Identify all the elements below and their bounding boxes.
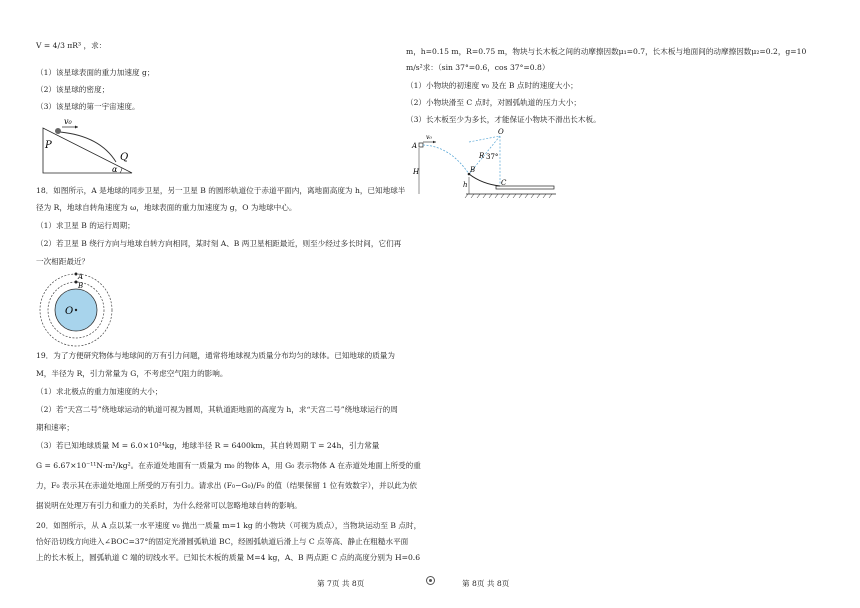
q20-cont-line2: m/s²求：（sin 37°=0.6，cos 37°=0.8） <box>406 63 550 72</box>
q19-fraction-line: 力，F₀ 表示其在赤道处地面上所受的万有引力。请求出 (F₀−G₀)/F₀ 的值（结果保留 1 位有效数字），并以此为依 <box>36 481 417 490</box>
q17-part3: （3）该星球的第一宇宙速度。 <box>36 102 140 111</box>
fig20-v0-label: v₀ <box>426 134 432 141</box>
fig20-o-label: O <box>498 128 504 136</box>
fig20-angle-label: 37° <box>486 153 499 161</box>
q20-line2: 恰好沿切线方向进入∠BOC=37°的固定光滑圆弧轨道 BC，经圆弧轨道后滑上与 C 点等高、静止在粗糙水平面 <box>36 537 409 546</box>
formula-line: V = 4/3 πR³ ，求： <box>36 41 107 50</box>
fig17-v0-label: v₀ <box>64 117 72 126</box>
binding-hole-icon <box>426 576 435 585</box>
q20-cont-line1: m，h=0.15 m，R=0.75 m，物块与长木板之间的动摩擦因数μ₁=0.7，长木板与地面间的动摩擦因数μ₂=0.2，g=10 <box>406 47 807 56</box>
fig18-b-label: B <box>78 282 84 290</box>
q19-part2: （2）若“天宫二号”绕地球运动的轨道可视为圆周，其轨道距地面的高度为 h，求“天宫二号”绕地球运行的周 <box>36 405 398 414</box>
fig20-h-label: H <box>413 168 420 176</box>
q19-constant: G = 6.67×10⁻¹¹N·m²/kg²。在赤道处地面有一质量为 m₀ 的物体 A，用 G₀ 表示物体 A 在赤道处地面上所受的重 <box>36 461 421 470</box>
fig18-a-label: A <box>78 273 84 281</box>
fig17-p-label: P <box>45 140 52 151</box>
fig20-a-label: A <box>412 142 418 150</box>
fig20-c-label: C <box>501 179 507 187</box>
q19-part1: （1）求北极点的重力加速度的大小； <box>36 387 163 396</box>
fig20-b-label: B <box>470 166 476 174</box>
q19-part3: （3）若已知地球质量 M = 6.0×10²⁴kg，地球半径 R = 6400km，其自转周期 T = 24h，引力常量 <box>36 441 380 450</box>
q20-line1: 20．如图所示，从 A 点以某一水平速度 v₀ 抛出一质量 m=1 kg 的小物块（可视为质点），当物块运动至 B 点时， <box>36 521 422 530</box>
fig18-o-label: O <box>65 306 74 317</box>
q19-explanation: 据说明在处理万有引力和重力的关系时，为什么经常可以忽略地球自转的影响。 <box>36 501 302 510</box>
orbit-figure <box>38 270 118 350</box>
fig20-r-label: R <box>479 152 485 160</box>
q19-part2-cont: 期和速率； <box>36 423 74 432</box>
q20-part3: （3）长木板至少为多长，才能保证小物块不滑出长木板。 <box>406 115 601 124</box>
q18-part3: 一次相距最近？ <box>36 257 90 266</box>
q20-line3: 上的长木板上，圆弧轨道 C 端的切线水平。已知长木板的质量 M=4 kg，A、B 两点距 C 点的高度分别为 H=0.6 <box>36 553 421 562</box>
q17-part1: （1）该星球表面的重力加速度 g； <box>36 68 155 77</box>
fig20-small-h-label: h <box>463 181 468 189</box>
footer-page-7: 第 7页 共 8页 <box>317 579 365 588</box>
q17-part2: （2）该星球的密度； <box>36 85 110 94</box>
q20-part2: （2）小物块滑至 C 点时，对圆弧轨道的压力大小； <box>406 98 581 107</box>
fig17-q-label: Q <box>120 152 129 163</box>
q18-intro-2: 径为 R，地球自转角速度为 ω，地球表面的重力加速度为 g，O 为地球中心。 <box>36 203 297 212</box>
q19-intro-2: M，半径为 R，引力常量为 G，不考虑空气阻力的影响。 <box>36 369 228 378</box>
incline-figure <box>40 118 140 178</box>
q18-part2: （2）若卫星 B 绕行方向与地球自转方向相同，某时刻 A、B 两卫星相距最近，则至少经过多长时间，它们再 <box>36 239 402 248</box>
q18-part1: （1）求卫星 B 的运行周期； <box>36 221 135 230</box>
q19-intro-1: 19．为了方便研究物体与地球间的万有引力问题，通常将地球视为质量分布均匀的球体。已知地球的质量为 <box>36 351 395 360</box>
projectile-arc-figure <box>410 128 560 202</box>
q18-intro-1: 18．如图所示，A 是地球的同步卫星，另一卫星 B 的圆形轨道位于赤道平面内，离地面高度为 h，已知地球半 <box>36 186 406 195</box>
q20-part1: （1）小物块的初速度 v₀ 及在 B 点时的速度大小； <box>406 81 578 90</box>
fig17-alpha-label: α <box>112 165 118 174</box>
footer-page-8: 第 8页 共 8页 <box>462 579 510 588</box>
